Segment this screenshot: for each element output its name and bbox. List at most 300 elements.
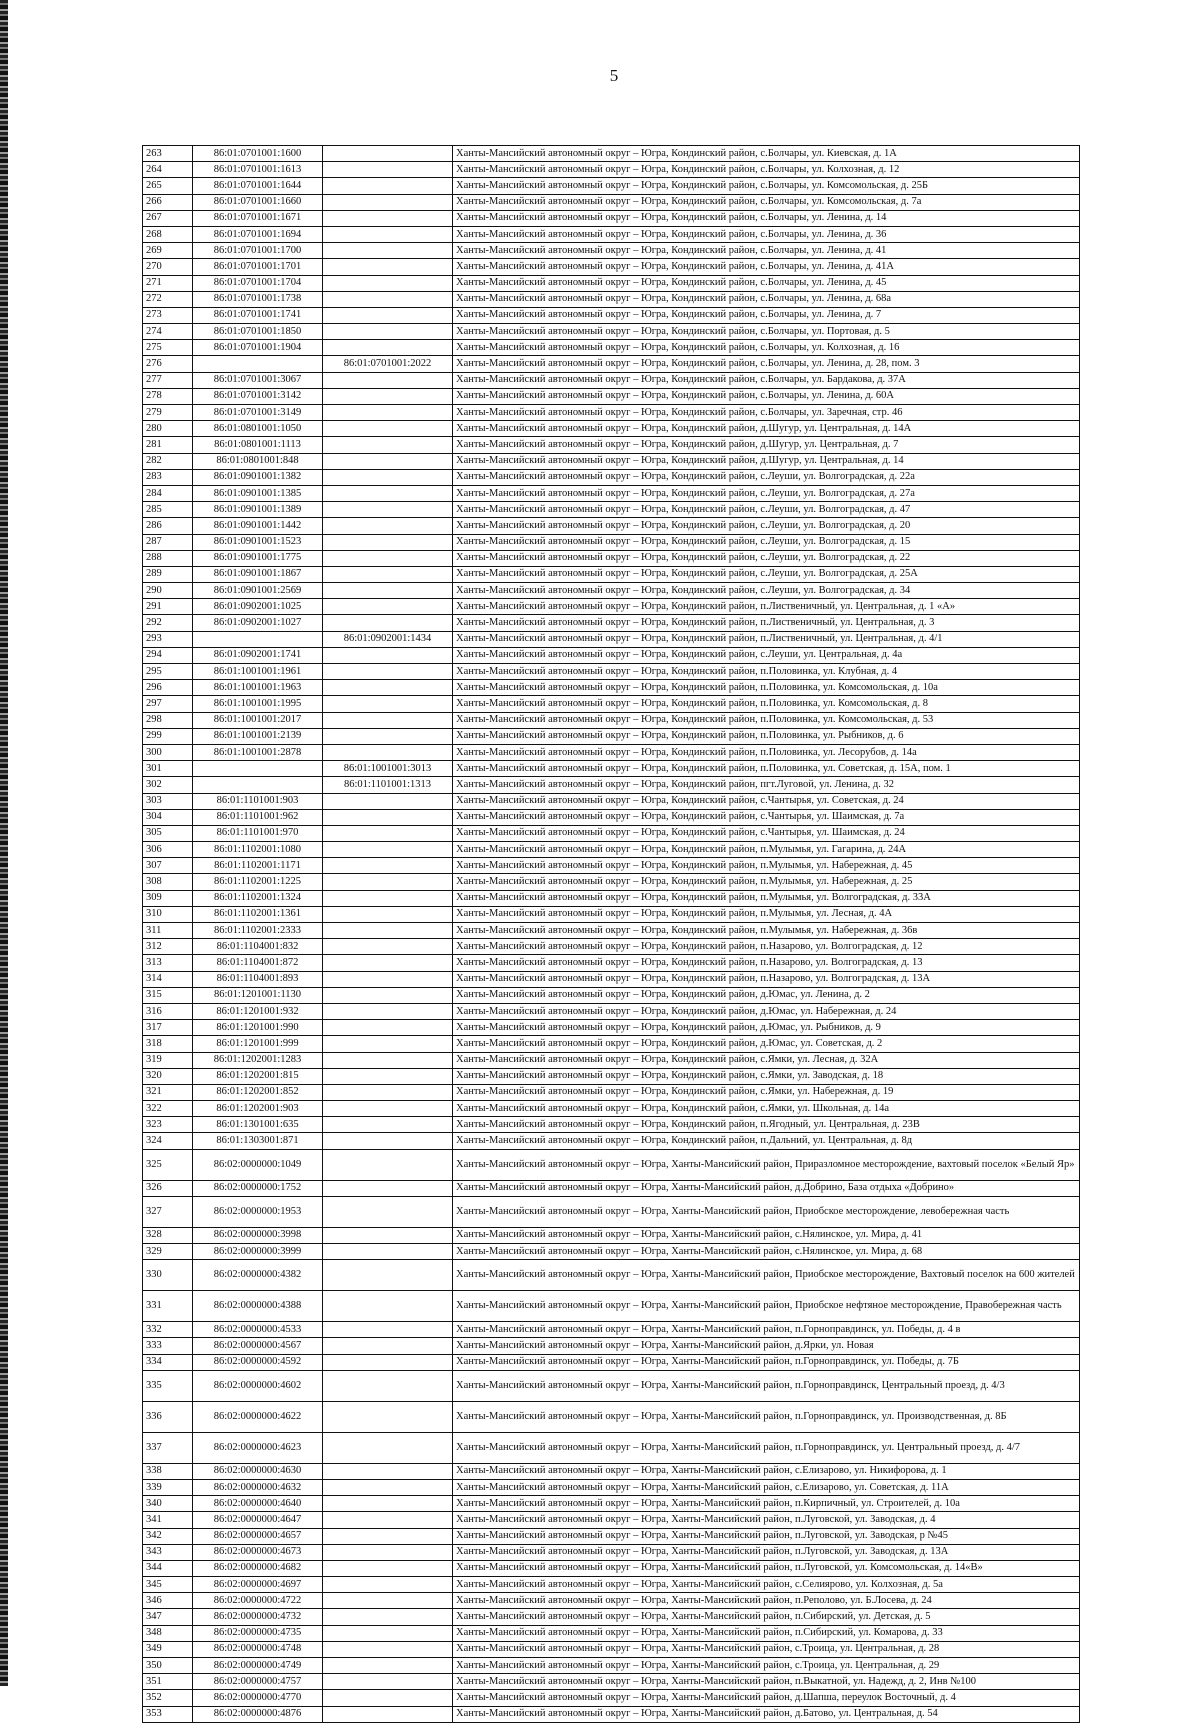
table-row [143,1432,1080,1463]
cadastral-number-premises [323,1227,453,1243]
row-number: 331 [143,1291,193,1322]
row-number: 326 [143,1180,193,1196]
cadastral-number-building: 86:01:1201001:990 [193,1020,323,1036]
row-number: 320 [143,1068,193,1084]
cadastral-number-building: 86:01:1202001:852 [193,1084,323,1100]
table-row [143,971,1080,987]
row-number: 280 [143,421,193,437]
address-cell: Ханты-Мансийский автономный округ – Югра, Кондинский район, с.Ямки, ул. Школьная, д. 14а [453,1101,1080,1117]
cadastral-number-building: 86:01:1001001:1963 [193,680,323,696]
cadastral-number-building: 86:02:0000000:3999 [193,1244,323,1260]
cadastral-number-premises [323,906,453,922]
row-number: 322 [143,1101,193,1117]
cadastral-number-building: 86:01:0701001:1644 [193,178,323,194]
cadastral-number-premises [323,1560,453,1576]
row-number: 342 [143,1528,193,1544]
row-number: 268 [143,226,193,242]
cadastral-number-premises [323,1180,453,1196]
row-number: 290 [143,583,193,599]
cadastral-number-building: 86:02:0000000:4533 [193,1322,323,1338]
cadastral-number-building: 86:01:1202001:1283 [193,1052,323,1068]
row-number: 308 [143,874,193,890]
row-number: 321 [143,1084,193,1100]
table-row [143,761,1080,777]
address-cell: Ханты-Мансийский автономный округ – Югра, Кондинский район, п.Мулымья, ул. Набережная, д. 25 [453,874,1080,890]
address-cell: Ханты-Мансийский автономный округ – Югра, Кондинский район, п.Мулымья, ул. Волгоградская, д. 33А [453,890,1080,906]
cadastral-number-premises [323,259,453,275]
cadastral-number-premises [323,696,453,712]
address-cell: Ханты-Мансийский автономный округ – Югра, Ханты-Мансийский район, Приобское нефтяное месторождение, Правобережная часть [453,1291,1080,1322]
cadastral-number-premises [323,1706,453,1722]
row-number: 323 [143,1117,193,1133]
cadastral-number-premises [323,1291,453,1322]
table-row [143,664,1080,680]
row-number: 307 [143,858,193,874]
table-row [143,1227,1080,1243]
cadastral-number-premises [323,615,453,631]
address-cell: Ханты-Мансийский автономный округ – Югра, Ханты-Мансийский район, Приобское месторождение, Вахтовый поселок на 600 жителей [453,1260,1080,1291]
cadastral-number-premises [323,1354,453,1370]
address-cell: Ханты-Мансийский автономный округ – Югра, Ханты-Мансийский район, п.Горноправдинск, Центральный проезд, д. 4/3 [453,1370,1080,1401]
table-row [143,890,1080,906]
row-number: 350 [143,1658,193,1674]
cadastral-number-building: 86:02:0000000:4757 [193,1674,323,1690]
cadastral-number-building: 86:01:1104001:872 [193,955,323,971]
address-cell: Ханты-Мансийский автономный округ – Югра, Кондинский район, с.Леуши, ул. Волгоградская, д. 22 [453,550,1080,566]
cadastral-number-premises [323,971,453,987]
cadastral-number-premises [323,1260,453,1291]
cadastral-number-building: 86:01:1001001:2878 [193,744,323,760]
table-row [143,955,1080,971]
table-row [143,1003,1080,1019]
cadastral-number-premises [323,939,453,955]
cadastral-number-premises [323,1609,453,1625]
row-number: 316 [143,1003,193,1019]
row-number: 270 [143,259,193,275]
cadastral-number-building: 86:01:1303001:871 [193,1133,323,1149]
table-row [143,1496,1080,1512]
table-row [143,550,1080,566]
address-cell: Ханты-Мансийский автономный округ – Югра, Кондинский район, п.Мулымья, ул. Лесная, д. 4А [453,906,1080,922]
table-row [143,809,1080,825]
row-number: 313 [143,955,193,971]
cadastral-number-building: 86:01:0701001:3067 [193,372,323,388]
row-number: 298 [143,712,193,728]
row-number: 282 [143,453,193,469]
cadastral-number-building: 86:01:0901001:1867 [193,566,323,582]
table-row [143,243,1080,259]
cadastral-number-premises [323,550,453,566]
cadastral-number-premises [323,712,453,728]
address-cell: Ханты-Мансийский автономный округ – Югра, Кондинский район, с.Чантырья, ул. Советская, д. 24 [453,793,1080,809]
cadastral-number-building: 86:02:0000000:4632 [193,1479,323,1495]
row-number: 340 [143,1496,193,1512]
row-number: 330 [143,1260,193,1291]
cadastral-number-building: 86:02:0000000:4735 [193,1625,323,1641]
cadastral-number-premises [323,1338,453,1354]
address-cell: Ханты-Мансийский автономный округ – Югра, Кондинский район, с.Болчары, ул. Ленина, д. 36 [453,226,1080,242]
cadastral-number-premises [323,1432,453,1463]
table-row [143,744,1080,760]
cadastral-number-premises [323,1544,453,1560]
row-number: 309 [143,890,193,906]
address-cell: Ханты-Мансийский автономный округ – Югра, Кондинский район, с.Леуши, ул. Волгоградская, д. 34 [453,583,1080,599]
address-cell: Ханты-Мансийский автономный округ – Югра, Кондинский район, с.Леуши, ул. Волгоградская, д. 20 [453,518,1080,534]
address-cell: Ханты-Мансийский автономный округ – Югра, Кондинский район, с.Леуши, ул. Волгоградская, д. 47 [453,502,1080,518]
cadastral-number-building: 86:01:1001001:1995 [193,696,323,712]
cadastral-number-building: 86:01:0901001:1389 [193,502,323,518]
table-row [143,923,1080,939]
row-number: 277 [143,372,193,388]
cadastral-number-premises [323,1117,453,1133]
table-row [143,1244,1080,1260]
cadastral-number-premises [323,1401,453,1432]
address-cell: Ханты-Мансийский автономный округ – Югра, Кондинский район, с.Болчары, ул. Ленина, д. 41А [453,259,1080,275]
row-number: 332 [143,1322,193,1338]
row-number: 319 [143,1052,193,1068]
address-cell: Ханты-Мансийский автономный округ – Югра, Кондинский район, с.Ямки, ул. Лесная, д. 32А [453,1052,1080,1068]
cadastral-number-premises [323,291,453,307]
address-cell: Ханты-Мансийский автономный округ – Югра, Кондинский район, с.Ямки, ул. Набережная, д. 19 [453,1084,1080,1100]
cadastral-number-building: 86:02:0000000:4748 [193,1641,323,1657]
table-row [143,194,1080,210]
cadastral-number-premises [323,502,453,518]
row-number: 302 [143,777,193,793]
cadastral-number-building: 86:01:0701001:1741 [193,307,323,323]
address-cell: Ханты-Мансийский автономный округ – Югра, Ханты-Мансийский район, п.Луговской, ул. Заводская, д. 13А [453,1544,1080,1560]
table-row [143,1068,1080,1084]
row-number: 287 [143,534,193,550]
table-row [143,631,1080,647]
cadastral-number-building: 86:01:0701001:1694 [193,226,323,242]
cadastral-number-building: 86:01:0701001:1600 [193,146,323,162]
address-cell: Ханты-Мансийский автономный округ – Югра, Кондинский район, с.Болчары, ул. Комсомольская, д. 7а [453,194,1080,210]
cadastral-number-premises [323,744,453,760]
table-row [143,162,1080,178]
cadastral-number-building: 86:01:0701001:1704 [193,275,323,291]
table-row [143,437,1080,453]
table-row [143,939,1080,955]
address-cell: Ханты-Мансийский автономный округ – Югра, Кондинский район, д.Шугур, ул. Центральная, д. 14 [453,453,1080,469]
row-number: 347 [143,1609,193,1625]
cadastral-number-premises [323,664,453,680]
table-row [143,1149,1080,1180]
address-cell: Ханты-Мансийский автономный округ – Югра, Ханты-Мансийский район, п.Горноправдинск, ул. Победы, д. 7Б [453,1354,1080,1370]
cadastral-number-building: 86:01:1104001:832 [193,939,323,955]
cadastral-number-building: 86:01:0902001:1027 [193,615,323,631]
row-number: 293 [143,631,193,647]
row-number: 267 [143,210,193,226]
cadastral-number-building: 86:01:1201001:932 [193,1003,323,1019]
cadastral-number-building: 86:01:0901001:1442 [193,518,323,534]
row-number: 338 [143,1463,193,1479]
cadastral-number-premises [323,437,453,453]
table-row [143,1101,1080,1117]
cadastral-number-building: 86:01:1101001:903 [193,793,323,809]
cadastral-number-premises [323,226,453,242]
address-cell: Ханты-Мансийский автономный округ – Югра, Кондинский район, п.Мулымья, ул. Набережная, д. 36в [453,923,1080,939]
cadastral-number-building: 86:02:0000000:4602 [193,1370,323,1401]
cadastral-number-building: 86:02:0000000:4682 [193,1560,323,1576]
cadastral-number-building: 86:01:0701001:1701 [193,259,323,275]
table-row [143,356,1080,372]
row-number: 324 [143,1133,193,1149]
cadastral-number-building: 86:01:1201001:999 [193,1036,323,1052]
address-cell: Ханты-Мансийский автономный округ – Югра, Ханты-Мансийский район, п.Кирпичный, ул. Строителей, д. 10а [453,1496,1080,1512]
cadastral-number-building: 86:02:0000000:4876 [193,1706,323,1722]
address-cell: Ханты-Мансийский автономный округ – Югра, Ханты-Мансийский район, п.Горноправдинск, ул. Производственная, д. 8Б [453,1401,1080,1432]
cadastral-number-premises [323,566,453,582]
table-row [143,1036,1080,1052]
cadastral-number-building: 86:01:0902001:1741 [193,647,323,663]
cadastral-number-building: 86:01:0901001:1775 [193,550,323,566]
table-row [143,1674,1080,1690]
cadastral-number-building: 86:01:0901001:1382 [193,469,323,485]
cadastral-number-building: 86:02:0000000:4673 [193,1544,323,1560]
table-row [143,1117,1080,1133]
cadastral-number-premises [323,1149,453,1180]
table-row [143,615,1080,631]
row-number: 343 [143,1544,193,1560]
cadastral-number-building: 86:01:0701001:1700 [193,243,323,259]
table-row [143,793,1080,809]
cadastral-number-building: 86:01:1102001:1324 [193,890,323,906]
address-cell: Ханты-Мансийский автономный округ – Югра, Кондинский район, п.Половинка, ул. Советская, д. 15А, пом. 1 [453,761,1080,777]
cadastral-number-building: 86:02:0000000:4567 [193,1338,323,1354]
table-row [143,1706,1080,1722]
table-row [143,858,1080,874]
address-cell: Ханты-Мансийский автономный округ – Югра, Кондинский район, п.Назарово, ул. Волгоградская, д. 13А [453,971,1080,987]
cadastral-number-building: 86:01:0902001:1025 [193,599,323,615]
table-row [143,1052,1080,1068]
cadastral-number-premises [323,1496,453,1512]
table-row [143,307,1080,323]
table-row [143,987,1080,1003]
cadastral-number-building: 86:02:0000000:4640 [193,1496,323,1512]
row-number: 314 [143,971,193,987]
cadastral-number-building: 86:01:0901001:1523 [193,534,323,550]
cadastral-number-premises [323,793,453,809]
cadastral-number-building: 86:01:0701001:3142 [193,388,323,404]
table-row [143,1512,1080,1528]
cadastral-number-premises [323,388,453,404]
cadastral-number-premises [323,307,453,323]
address-cell: Ханты-Мансийский автономный округ – Югра, Кондинский район, с.Леуши, ул. Волгоградская, д. 25А [453,566,1080,582]
cadastral-number-premises [323,1101,453,1117]
address-cell: Ханты-Мансийский автономный округ – Югра, Ханты-Мансийский район, п.Сибирский, ул. Детская, д. 5 [453,1609,1080,1625]
row-number: 300 [143,744,193,760]
address-cell: Ханты-Мансийский автономный округ – Югра, Кондинский район, с.Болчары, ул. Ленина, д. 60А [453,388,1080,404]
cadastral-number-building: 86:01:1102001:1171 [193,858,323,874]
row-number: 329 [143,1244,193,1260]
table-row [143,599,1080,615]
address-cell: Ханты-Мансийский автономный округ – Югра, Кондинский район, п.Назарово, ул. Волгоградская, д. 12 [453,939,1080,955]
address-cell: Ханты-Мансийский автономный округ – Югра, Ханты-Мансийский район, Приразломное месторождение, вахтовый поселок «Белый Яр» [453,1149,1080,1180]
cadastral-number-building: 86:01:0901001:1385 [193,485,323,501]
address-cell: Ханты-Мансийский автономный округ – Югра, Кондинский район, п.Мулымья, ул. Набережная, д. 45 [453,858,1080,874]
cadastral-number-building: 86:01:1001001:2017 [193,712,323,728]
address-cell: Ханты-Мансийский автономный округ – Югра, Кондинский район, с.Болчары, ул. Колхозная, д. 16 [453,340,1080,356]
cadastral-number-premises [323,728,453,744]
row-number: 276 [143,356,193,372]
table-row [143,146,1080,162]
address-cell: Ханты-Мансийский автономный округ – Югра, Кондинский район, с.Болчары, ул. Колхозная, д. 12 [453,162,1080,178]
table-row [143,275,1080,291]
row-number: 318 [143,1036,193,1052]
cadastral-number-premises [323,243,453,259]
cadastral-number-premises [323,1658,453,1674]
cadastral-number-building: 86:02:0000000:4732 [193,1609,323,1625]
row-number: 292 [143,615,193,631]
cadastral-number-building [193,761,323,777]
table-row [143,372,1080,388]
table-row [143,1401,1080,1432]
row-number: 335 [143,1370,193,1401]
table-row [143,680,1080,696]
address-cell: Ханты-Мансийский автономный округ – Югра, Кондинский район, п.Половинка, ул. Комсомольская, д. 10а [453,680,1080,696]
address-cell: Ханты-Мансийский автономный округ – Югра, Ханты-Мансийский район, п.Луговской, ул. Комсомольская, д. 14«В» [453,1560,1080,1576]
cadastral-number-premises [323,405,453,421]
address-cell: Ханты-Мансийский автономный округ – Югра, Ханты-Мансийский район, п.Сибирский, ул. Комарова, д. 33 [453,1625,1080,1641]
cadastral-number-premises [323,324,453,340]
table-row [143,583,1080,599]
cadastral-number-building: 86:02:0000000:4630 [193,1463,323,1479]
address-cell: Ханты-Мансийский автономный округ – Югра, Кондинский район, п.Половинка, ул. Лесорубов, д. 14а [453,744,1080,760]
table-row [143,1609,1080,1625]
cadastral-number-building: 86:01:1301001:635 [193,1117,323,1133]
register-body [143,146,1080,1723]
row-number: 269 [143,243,193,259]
table-row [143,647,1080,663]
table-row [143,1641,1080,1657]
cadastral-number-building: 86:01:1101001:970 [193,825,323,841]
cadastral-number-premises [323,146,453,162]
property-register-table [142,145,1080,1723]
row-number: 317 [143,1020,193,1036]
row-number: 291 [143,599,193,615]
cadastral-number-premises: 86:01:0902001:1434 [323,631,453,647]
cadastral-number-building: 86:01:0701001:1850 [193,324,323,340]
address-cell: Ханты-Мансийский автономный округ – Югра, Кондинский район, д.Юмас, ул. Набережная, д. 24 [453,1003,1080,1019]
row-number: 266 [143,194,193,210]
address-cell: Ханты-Мансийский автономный округ – Югра, Ханты-Мансийский район, Приобское месторождение, левобережная часть [453,1196,1080,1227]
cadastral-number-premises [323,1690,453,1706]
row-number: 286 [143,518,193,534]
cadastral-number-building [193,631,323,647]
address-cell: Ханты-Мансийский автономный округ – Югра, Кондинский район, с.Чантырья, ул. Шаимская, д. 24 [453,825,1080,841]
cadastral-number-premises [323,1625,453,1641]
table-row [143,210,1080,226]
cadastral-number-premises [323,1577,453,1593]
cadastral-number-building: 86:02:0000000:4622 [193,1401,323,1432]
address-cell: Ханты-Мансийский автономный округ – Югра, Кондинский район, с.Болчары, ул. Заречная, стр. 46 [453,405,1080,421]
cadastral-number-building: 86:01:1202001:903 [193,1101,323,1117]
cadastral-number-building: 86:01:0901001:2569 [193,583,323,599]
cadastral-number-premises [323,809,453,825]
cadastral-number-building: 86:02:0000000:4592 [193,1354,323,1370]
row-number: 271 [143,275,193,291]
table-row [143,1180,1080,1196]
address-cell: Ханты-Мансийский автономный округ – Югра, Кондинский район, п.Ягодный, ул. Центральная, д. 23В [453,1117,1080,1133]
table-row [143,1354,1080,1370]
cadastral-number-premises [323,955,453,971]
address-cell: Ханты-Мансийский автономный округ – Югра, Кондинский район, с.Ямки, ул. Заводская, д. 18 [453,1068,1080,1084]
row-number: 312 [143,939,193,955]
row-number: 305 [143,825,193,841]
table-row [143,566,1080,582]
cadastral-number-building: 86:02:0000000:4697 [193,1577,323,1593]
row-number: 351 [143,1674,193,1690]
cadastral-number-premises [323,534,453,550]
address-cell: Ханты-Мансийский автономный округ – Югра, Ханты-Мансийский район, п.Выкатной, ул. Надежд, д. 2, Инв №100 [453,1674,1080,1690]
address-cell: Ханты-Мансийский автономный округ – Югра, Кондинский район, с.Болчары, ул. Ленина, д. 41 [453,243,1080,259]
cadastral-number-premises [323,599,453,615]
row-number: 294 [143,647,193,663]
row-number: 352 [143,1690,193,1706]
address-cell: Ханты-Мансийский автономный округ – Югра, Кондинский район, с.Болчары, ул. Бардакова, д. 37А [453,372,1080,388]
row-number: 311 [143,923,193,939]
row-number: 328 [143,1227,193,1243]
cadastral-number-building: 86:02:0000000:4770 [193,1690,323,1706]
row-number: 327 [143,1196,193,1227]
cadastral-number-premises [323,1674,453,1690]
address-cell: Ханты-Мансийский автономный округ – Югра, Кондинский район, п.Лиственичный, ул. Центральная, д. 1 «А» [453,599,1080,615]
row-number: 273 [143,307,193,323]
table-row [143,1322,1080,1338]
address-cell: Ханты-Мансийский автономный округ – Югра, Кондинский район, п.Лиственичный, ул. Центральная, д. 4/1 [453,631,1080,647]
table-row [143,178,1080,194]
row-number: 295 [143,664,193,680]
cadastral-number-premises [323,923,453,939]
row-number: 341 [143,1512,193,1528]
address-cell: Ханты-Мансийский автономный округ – Югра, Кондинский район, д.Юмас, ул. Ленина, д. 2 [453,987,1080,1003]
cadastral-number-building: 86:01:1102001:1080 [193,842,323,858]
cadastral-number-building: 86:01:1201001:1130 [193,987,323,1003]
cadastral-number-building: 86:01:0801001:1113 [193,437,323,453]
row-number: 299 [143,728,193,744]
table-row [143,1658,1080,1674]
table-row [143,696,1080,712]
row-number: 310 [143,906,193,922]
cadastral-number-premises [323,680,453,696]
table-row [143,728,1080,744]
table-row [143,469,1080,485]
table-row [143,1260,1080,1291]
table-row [143,324,1080,340]
cadastral-number-premises [323,890,453,906]
row-number: 301 [143,761,193,777]
address-cell: Ханты-Мансийский автономный округ – Югра, Ханты-Мансийский район, с.Троица, ул. Центральная, д. 29 [453,1658,1080,1674]
cadastral-number-building: 86:02:0000000:4749 [193,1658,323,1674]
table-row [143,1196,1080,1227]
row-number: 304 [143,809,193,825]
address-cell: Ханты-Мансийский автономный округ – Югра, Кондинский район, с.Болчары, ул. Киевская, д. 1А [453,146,1080,162]
cadastral-number-premises [323,1036,453,1052]
cadastral-number-building: 86:01:1102001:2333 [193,923,323,939]
table-row [143,777,1080,793]
table-row [143,388,1080,404]
row-number: 334 [143,1354,193,1370]
cadastral-number-premises [323,874,453,890]
row-number: 281 [143,437,193,453]
row-number: 353 [143,1706,193,1722]
address-cell: Ханты-Мансийский автономный округ – Югра, Кондинский район, п.Половинка, ул. Комсомольская, д. 53 [453,712,1080,728]
address-cell: Ханты-Мансийский автономный округ – Югра, Ханты-Мансийский район, д.Батово, ул. Центральная, д. 54 [453,1706,1080,1722]
cadastral-number-premises [323,162,453,178]
cadastral-number-premises [323,1593,453,1609]
cadastral-number-building [193,356,323,372]
row-number: 333 [143,1338,193,1354]
